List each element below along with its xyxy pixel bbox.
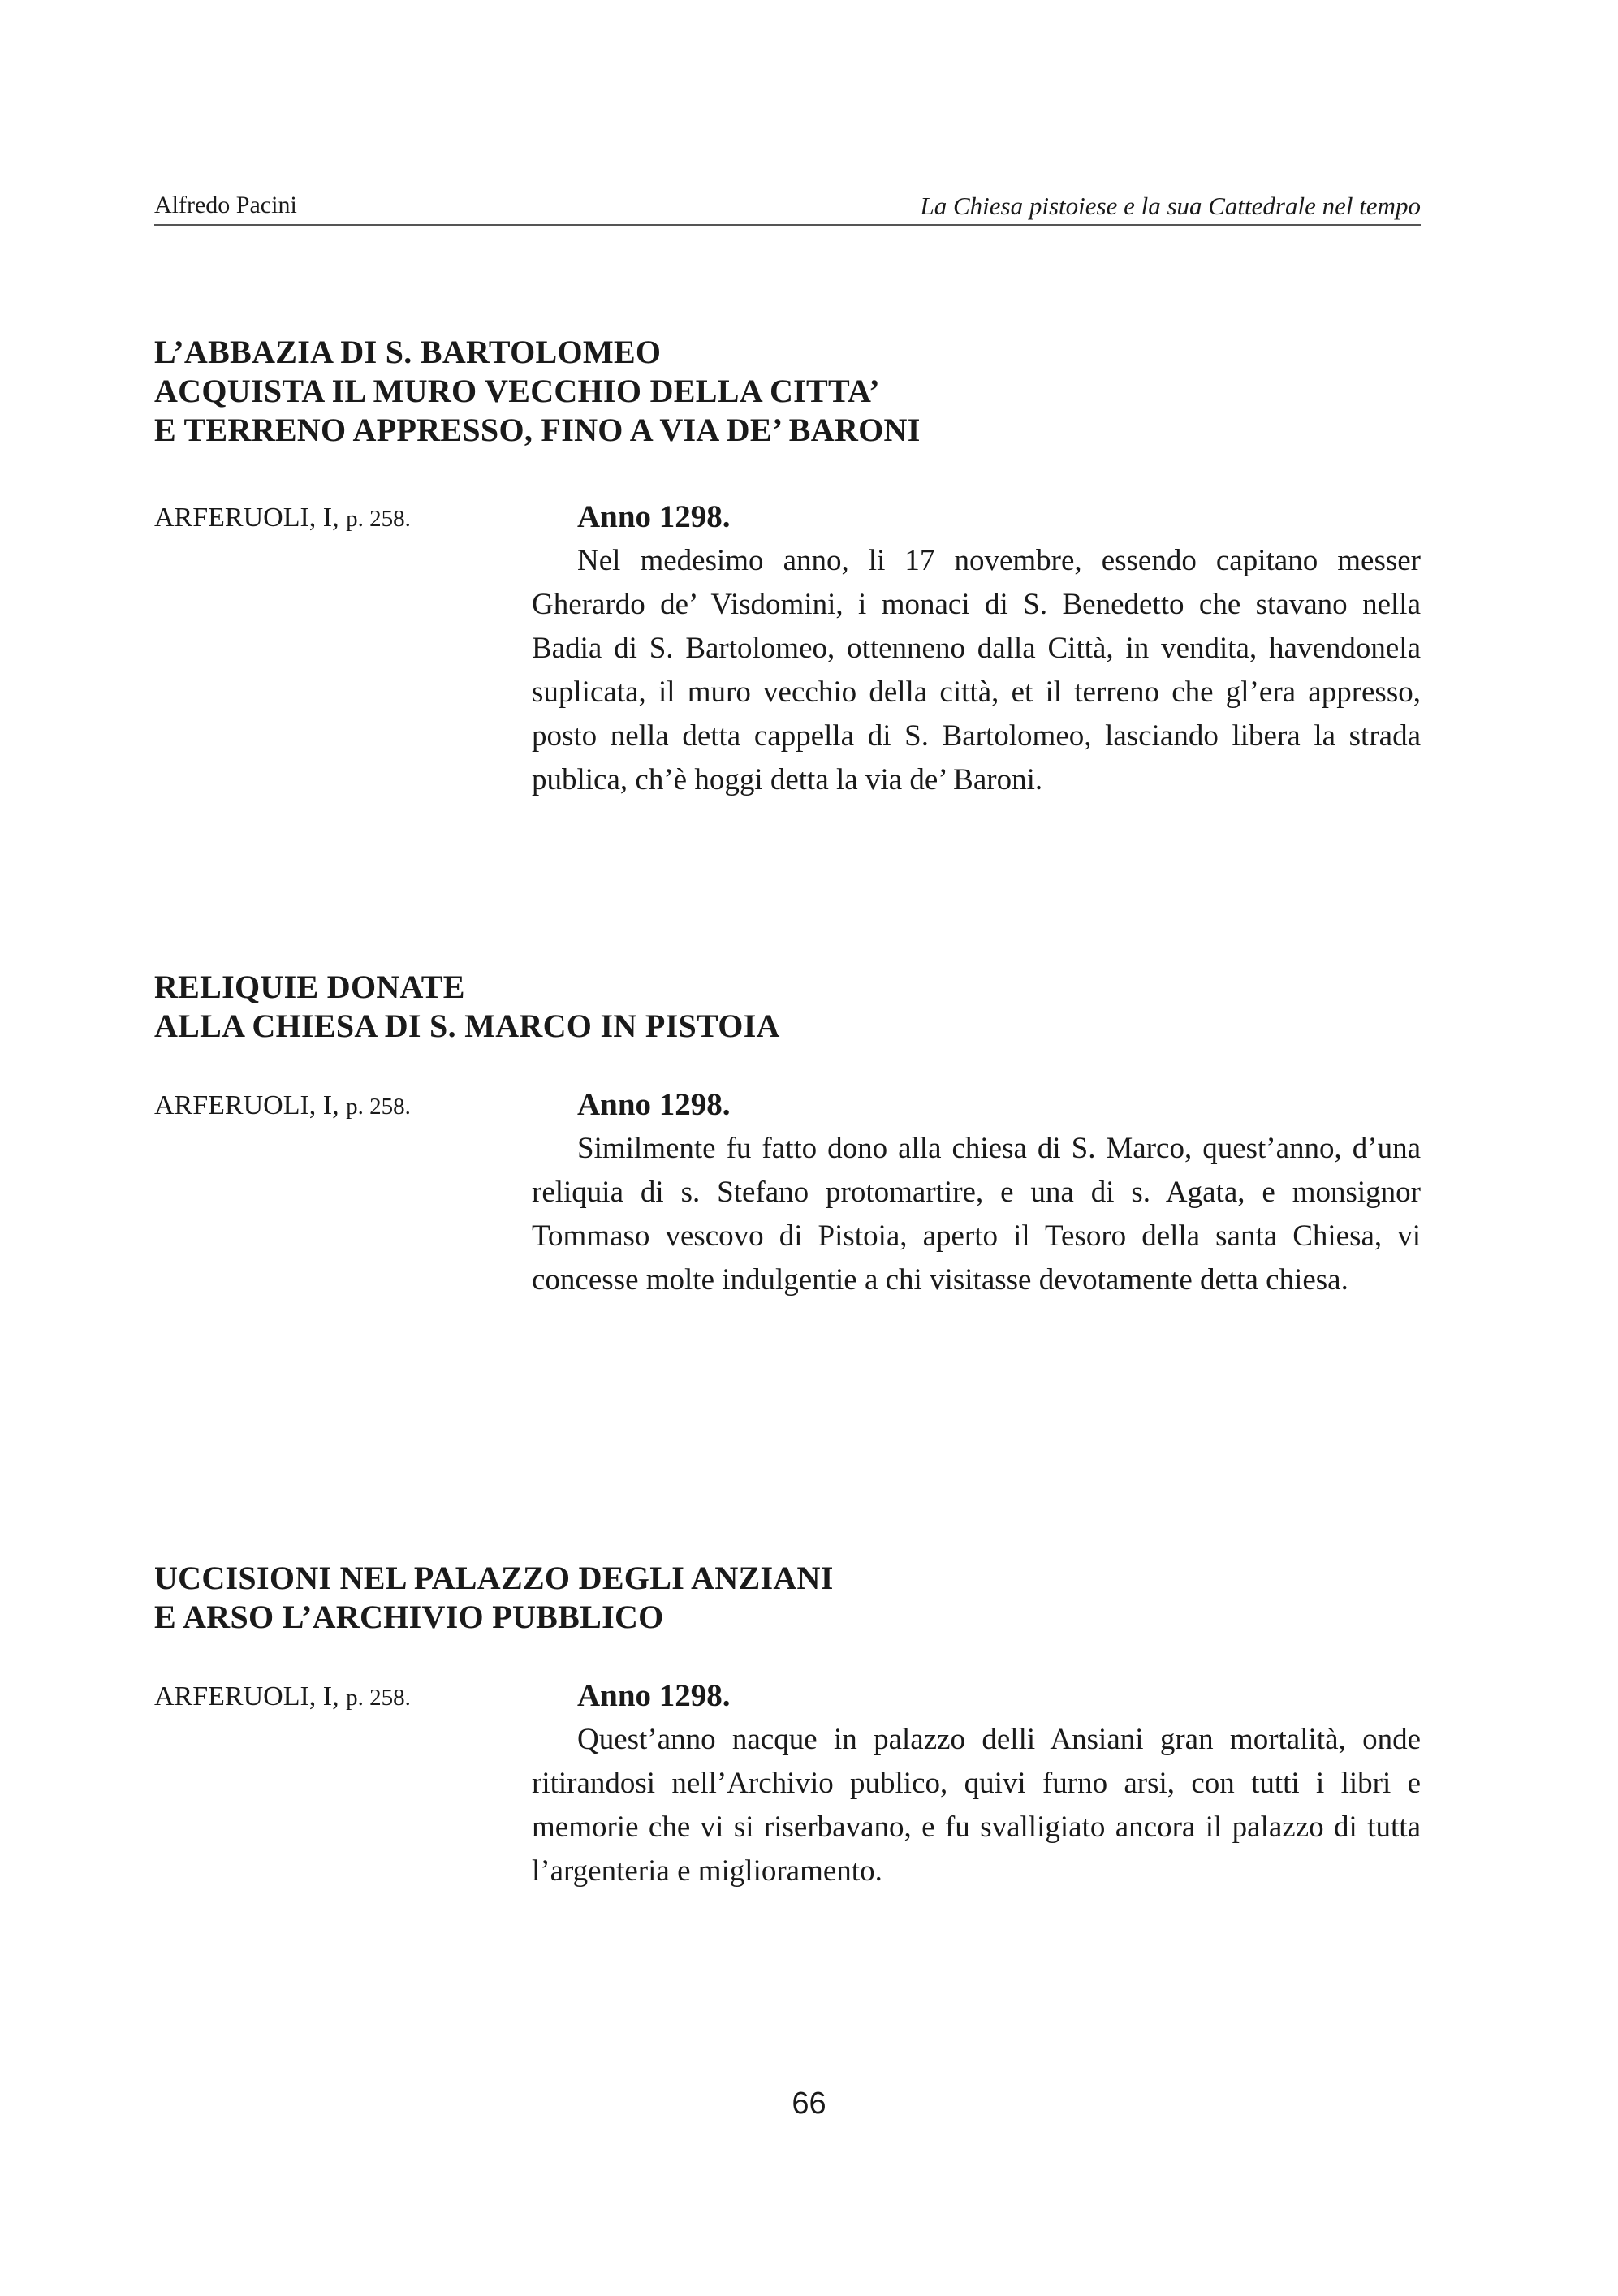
entry-text: Quest’anno nacque in palazzo delli Ansiani gran mortalità, onde ritirandosi nell’Archivio publico, quivi furno arsi, con tutti i libri e memorie che vi si riserbavano, e fu svalligiato ancora il palazzo di tutta l’argenteria e miglioramento. (532, 1723, 1421, 1888)
page-number: 66 (792, 2087, 826, 2121)
entry-year: Anno 1298. (577, 1678, 731, 1713)
section-title-line: UCCISIONI NEL PALAZZO DEGLI ANZIANI (154, 1560, 834, 1596)
section-title-line: E ARSO L’ARCHIVIO PUBBLICO (154, 1599, 664, 1635)
source-page: p. 258. (346, 506, 411, 532)
chronicle-entry (532, 495, 1421, 802)
section-title-line: ALLA CHIESA DI S. MARCO IN PISTOIA (154, 1008, 780, 1044)
source-page: p. 258. (346, 1685, 411, 1711)
entry-text: Nel medesimo anno, li 17 novembre, essendo capitano messer Gherardo de’ Visdomini, i monaci di S. Benedetto che stavano nella Badia di S. Bartolomeo, ottenneno dalla Città, in vendita, havendonela suplicata, il muro vecchio della città, et il terreno che gl’era appresso, posto nella detta cappella di S. Bartolomeo, lasciando libera la strada publica, ch’è hoggi detta la via de’ Baroni. (532, 544, 1421, 796)
section-title-reliquie (154, 968, 780, 1046)
entry-year: Anno 1298. (577, 1087, 731, 1122)
entry-year: Anno 1298. (577, 499, 731, 534)
source-reference (154, 1085, 411, 1128)
source-reference (154, 1676, 411, 1719)
source-author: ARFERUOLI, I, (154, 503, 339, 533)
section-title-line: E TERRENO APPRESSO, FINO A VIA DE’ BARONI (154, 412, 921, 448)
section-title-abbazia (154, 333, 921, 450)
source-reference (154, 497, 411, 540)
entry-text: Similmente fu fatto dono alla chiesa di S. Marco, quest’anno, d’una reliquia di s. Stefano protomartire, e una di s. Agata, e monsignor Tommaso vescovo di Pistoia, aperto il Tesoro della santa Chiesa, vi concesse molte indulgentie a chi visitasse devotamente detta chiesa. (532, 1132, 1421, 1297)
header-book-title: La Chiesa pistoiese e la sua Cattedrale nel tempo (920, 192, 1421, 220)
running-header (154, 192, 1421, 226)
source-page: p. 258. (346, 1094, 411, 1120)
section-title-line: ACQUISTA IL MURO VECCHIO DELLA CITTA’ (154, 373, 880, 409)
chronicle-entry (532, 1674, 1421, 1893)
chronicle-entry (532, 1083, 1421, 1302)
section-title-line: L’ABBAZIA DI S. BARTOLOMEO (154, 334, 662, 370)
source-author: ARFERUOLI, I, (154, 1681, 339, 1711)
section-title-line: RELIQUIE DONATE (154, 969, 465, 1005)
section-title-uccisioni (154, 1559, 834, 1637)
header-author: Alfredo Pacini (154, 192, 297, 218)
source-author: ARFERUOLI, I, (154, 1090, 339, 1120)
